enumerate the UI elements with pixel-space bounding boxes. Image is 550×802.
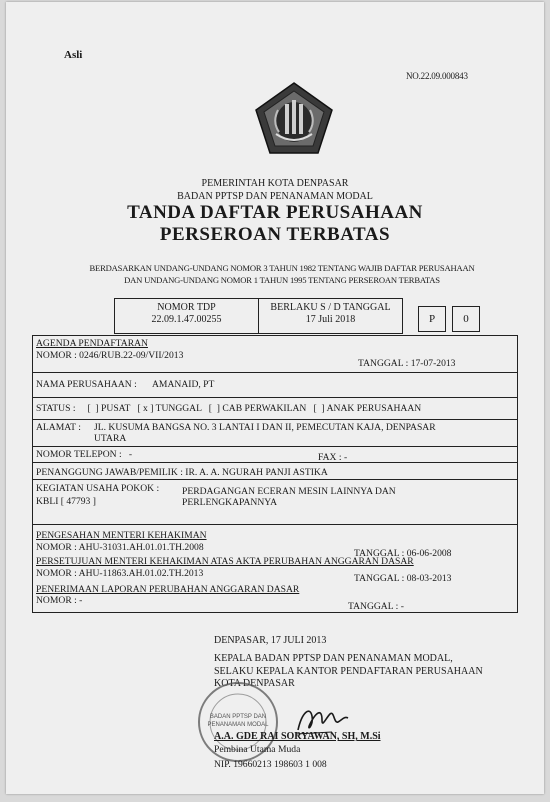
ratification-number: NOMOR : AHU-31031.AH.01.01.TH.2008 (36, 542, 204, 553)
company-status: STATUS : [ ] PUSAT [ x ] TUNGGAL [ ] CAB PERWAKILAN [ ] ANAK PERUSAHAAN (36, 403, 422, 414)
ratification-title: PENGESAHAN MENTERI KEHAKIMAN (36, 530, 207, 541)
code-box-0: 0 (452, 306, 480, 332)
signer-role-1: KEPALA BADAN PPTSP DAN PENANAMAN MODAL, (214, 653, 453, 664)
agenda-number: NOMOR : 0246/RUB.22-09/VII/2013 (36, 350, 184, 361)
company-name: AMANAID, PT (152, 379, 215, 390)
fax-number: FAX : - (318, 452, 348, 463)
divider (32, 397, 518, 398)
kbli-code: KBLI [ 47793 ] (36, 496, 96, 507)
legal-basis-line-1: BERDASARKAN UNDANG-UNDANG NOMOR 3 TAHUN 1982 TENTANG WAJIB DAFTAR PERUSAHAAN (89, 263, 475, 273)
report-title: PENERIMAAN LAPORAN PERUBAHAN ANGGARAN DASAR (36, 584, 300, 595)
approval-date: TANGGAL : 08-03-2013 (354, 573, 452, 584)
agency-line: BADAN PPTSP DAN PENANAMAN MODAL (177, 191, 373, 202)
legal-basis-line-2: DAN UNDANG-UNDANG NOMOR 1 TAHUN 1995 TENTANG PERSEROAN TERBATAS (124, 275, 440, 285)
report-date: TANGGAL : - (348, 601, 404, 612)
phone-number: NOMOR TELEPON : - (36, 449, 133, 460)
divider (32, 372, 518, 373)
approval-title: PERSETUJUAN MENTERI KEHAKIMAN ATAS AKTA PERUBAHAN ANGGARAN DASAR (36, 556, 414, 567)
company-name-label: NAMA PERUSAHAAN : (36, 379, 137, 390)
signer-role-3: KOTA DENPASAR (214, 678, 295, 689)
divider (32, 419, 518, 420)
government-line: PEMERINTAH KOTA DENPASAR (201, 178, 349, 189)
document-page (6, 2, 544, 794)
signer-role-2: SELAKU KEPALA KANTOR PENDAFTARAN PERUSAHAAN (214, 666, 483, 677)
ratification-date: TANGGAL : 06-06-2008 (354, 548, 452, 559)
activity-label: KEGIATAN USAHA POKOK : (36, 483, 160, 494)
address-line-2: UTARA (94, 433, 127, 444)
stamp-text-2: PENANAMAN MODAL (207, 722, 269, 728)
validity-date: 17 Juli 2018 (305, 314, 356, 325)
activity-line-2: PERLENGKAPANNYA (182, 497, 278, 508)
signing-place-date: DENPASAR, 17 JULI 2013 (214, 635, 327, 646)
city-emblem-icon (252, 80, 336, 156)
stamp-text-1: BADAN PPTSP DAN (209, 714, 267, 720)
original-label: Asli (64, 49, 83, 61)
document-title: TANDA DAFTAR PERUSAHAAN (127, 202, 423, 223)
tdp-number-box (114, 298, 403, 334)
divider (32, 524, 518, 525)
tdp-number-value: 22.09.1.47.00255 (151, 314, 222, 325)
activity-line-1: PERDAGANGAN ECERAN MESIN LAINNYA DAN (182, 486, 396, 497)
signer-name: A.A. GDE RAI SORYAWAN, SH, M.Si (214, 731, 381, 742)
tdp-number-label: NOMOR TDP (157, 302, 216, 313)
approval-number: NOMOR : AHU-11863.AH.01.02.TH.2013 (36, 568, 204, 579)
code-box-p: P (418, 306, 446, 332)
owner: PENANGGUNG JAWAB/PEMILIK : IR. A. A. NGURAH PANJI ASTIKA (36, 467, 328, 478)
tdp-number-cell (115, 299, 259, 333)
document-subtitle: PERSEROAN TERBATAS (159, 224, 391, 245)
signer-nip: NIP. 19660213 198603 1 008 (214, 759, 327, 770)
divider (32, 462, 518, 463)
agenda-title: AGENDA PENDAFTARAN (36, 338, 148, 349)
divider (32, 446, 518, 447)
document-number: NO.22.09.000843 (406, 71, 468, 81)
validity-cell (259, 299, 402, 333)
signer-rank: Pembina Utama Muda (214, 744, 301, 755)
validity-label: BERLAKU S / D TANGGAL (270, 302, 391, 313)
report-number: NOMOR : - (36, 595, 83, 606)
address-line-1: JL. KUSUMA BANGSA NO. 3 LANTAI I DAN II, PEMECUTAN KAJA, DENPASAR (94, 422, 436, 433)
divider (32, 479, 518, 480)
address-label: ALAMAT : (36, 422, 81, 433)
agenda-date: TANGGAL : 17-07-2013 (358, 358, 456, 369)
